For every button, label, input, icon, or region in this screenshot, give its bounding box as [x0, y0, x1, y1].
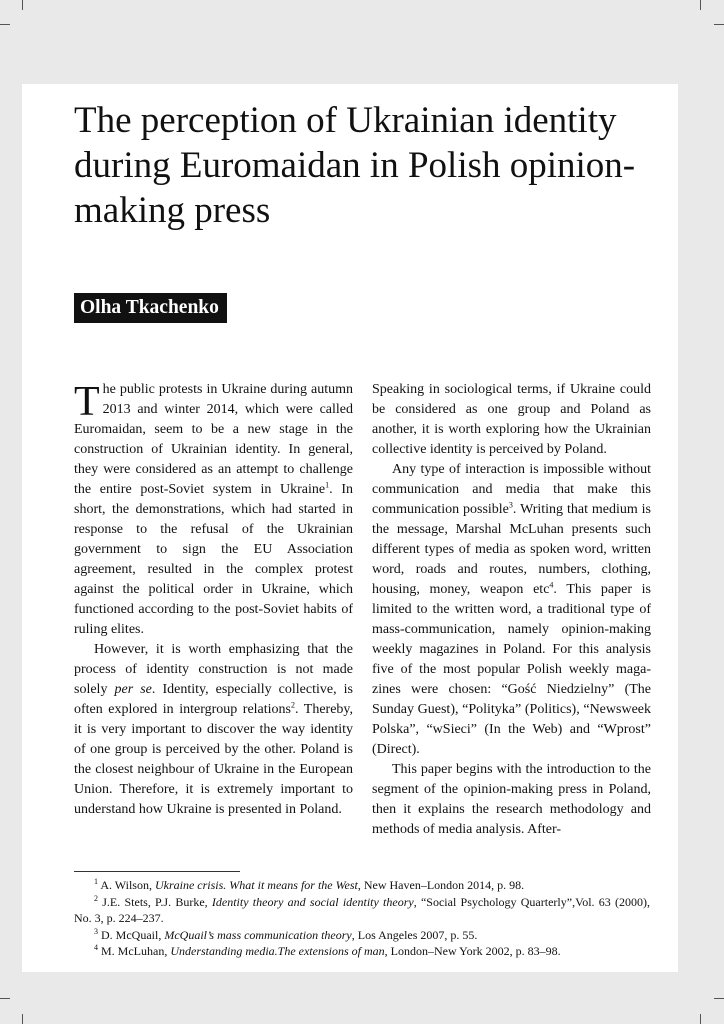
paragraph	[372, 760, 651, 840]
body-column-left	[74, 380, 353, 820]
crop-mark	[714, 998, 724, 999]
text-emphasis: per se	[114, 682, 152, 697]
footnote-number: 4	[94, 943, 98, 952]
footnote-ref[interactable]: 3	[508, 500, 513, 510]
text-run: , London–New York 2002, p. 83–98.	[384, 944, 561, 958]
text-run: A. Wilson,	[98, 878, 155, 892]
crop-mark	[714, 24, 724, 25]
paragraph	[372, 460, 651, 760]
text-emphasis: Identity theory and social identity theory	[211, 894, 414, 909]
footnotes	[74, 877, 650, 960]
footnote-separator	[74, 871, 240, 872]
paper-page	[22, 84, 678, 972]
footnote-number: 1	[94, 877, 98, 886]
crop-mark	[22, 0, 23, 10]
text-run: This paper begins with the introduction to the segment of the opinion-making press in Poland, then it explains the research methodology and methods of media analysis. After-	[372, 762, 651, 837]
crop-mark	[700, 1014, 701, 1024]
crop-mark	[700, 0, 701, 10]
text-run: . This paper is limited to the written word, a traditional type of mass-communication, namely opinion-making weekly magazines in Poland. For this analysis five of the most popular Polish weekly magazines were chosen: “Gość Niedzielny” (The Sunday Guest), “Polityka” (Politics), “Newsweek Polska”, “wSieci” (In the Web) and “Wprost” (Direct).	[372, 582, 651, 757]
footnote-ref[interactable]: 4	[549, 580, 554, 590]
footnote	[74, 943, 650, 960]
crop-mark	[0, 998, 10, 999]
text-run: Any type of interaction is impossible without communication and media that make this communication possible	[372, 462, 651, 517]
text-run: Speaking in sociological terms, if Ukraine could be considered as one group and Poland as another, it is worth exploring how the Ukrainian collective identity is perceived by Poland.	[372, 382, 651, 457]
crop-mark	[22, 1014, 23, 1024]
paragraph	[74, 380, 353, 640]
text-run: . In short, the demonstrations, which had started in response to the refusal of the Ukrainian government to sign the EU Association agreement, resulted in the complex protest against the political order in Ukraine, which functioned according to the post-Soviet habits of ruling elites.	[74, 482, 353, 637]
paragraph-continued	[372, 380, 651, 460]
text-run: J.E. Stets, P.J. Burke,	[98, 894, 212, 909]
footnote-number: 3	[94, 926, 98, 936]
text-run: . Writing that medium is the message, Marshal McLuhan presents such different types of media as spoken word, written word, roads and routes, numbers, clothing, housing, money, weapon etc	[372, 502, 652, 597]
text-emphasis: McQuail’s mass communication theory	[164, 927, 352, 942]
text-run: However, it is worth emphasizing that the process of identity construction is not made solely	[74, 642, 353, 697]
footnote-number: 2	[94, 893, 98, 903]
footnote	[74, 877, 650, 894]
text-run: , New Haven–London 2014, p. 98.	[357, 878, 525, 892]
text-run: . Identity, especially collective, is often explored in intergroup relations	[74, 682, 353, 717]
text-emphasis: Ukraine crisis. What it means for the West	[154, 878, 358, 892]
paragraph	[74, 640, 353, 820]
body-column-right	[372, 380, 651, 840]
text-emphasis: Understanding media.The extensions of man	[170, 944, 385, 958]
footnote	[74, 894, 650, 927]
crop-mark	[0, 24, 10, 25]
text-run: D. McQuail,	[98, 927, 165, 942]
author-name: Olha Tkachenko	[74, 293, 227, 323]
article-title: The perception of Ukrainian identity during Euromaidan in Polish opinion-making press	[74, 100, 636, 231]
drop-cap: T	[74, 379, 100, 425]
text-run: , “Social Psychology Quarterly”,Vol. 63 (2000), No. 3, p. 224–237.	[74, 894, 650, 925]
text-run: , Los Angeles 2007, p. 55.	[351, 927, 478, 942]
footnote-ref[interactable]: 1	[325, 480, 330, 490]
text-run: . Thereby, it is very important to discover the way identity of one group is perceived by the other. Poland is the closest neighbour of Ukraine in the European Union. Therefore, it is extremely important to understand how Ukraine is presented in Poland.	[74, 702, 354, 817]
text-run: he public protests in Ukraine during autumn 2013 and winter 2014, which were called Euromaidan, seem to be a new stage in the construction of Ukrainian identity. In general, they were considered as an attempt to challenge the entire post-Soviet system in Ukraine	[74, 382, 353, 497]
footnote	[74, 927, 650, 944]
footnote-ref[interactable]: 2	[291, 700, 295, 710]
text-run: M. McLuhan,	[98, 944, 171, 958]
